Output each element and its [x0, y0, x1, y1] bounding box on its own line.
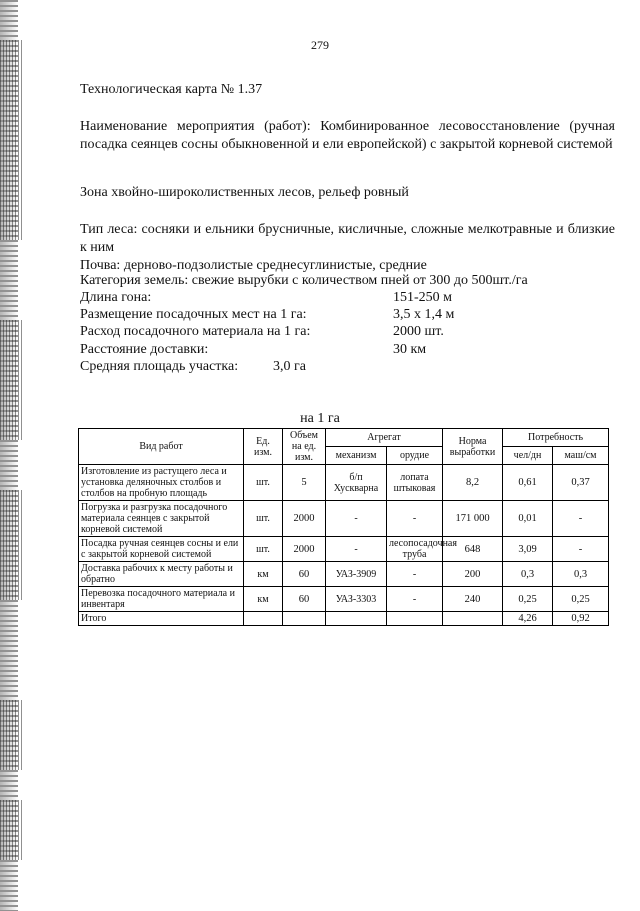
cell-unit: шт.	[244, 537, 283, 562]
cell-tool: лесопосадочная труба	[387, 537, 443, 562]
cell-machine-shifts: 0,25	[553, 587, 609, 612]
empty-cell	[326, 612, 387, 626]
cell-volume: 2000	[283, 537, 326, 562]
page-number: 279	[311, 38, 329, 52]
cell-mechanism: б/п Хускварна	[326, 465, 387, 501]
cell-tool: лопата штыковая	[387, 465, 443, 501]
param-value: 151-250 м	[393, 290, 453, 305]
cell-norm: 171 000	[443, 501, 503, 537]
header-tool: орудие	[387, 447, 443, 465]
cell-man-days: 0,01	[503, 501, 553, 537]
cell-machine-shifts: 0,37	[553, 465, 609, 501]
cell-volume: 2000	[283, 501, 326, 537]
scan-edge-artifact	[0, 800, 22, 860]
cell-tool: -	[387, 501, 443, 537]
table-row	[79, 465, 609, 501]
soil-type: Почва: дерново-подзолистые среднесуглинистые, средние	[80, 258, 427, 273]
table-row	[79, 537, 609, 562]
document-title: Технологическая карта № 1.37	[80, 82, 263, 97]
empty-cell	[387, 612, 443, 626]
table-header-row	[79, 429, 609, 447]
per-hectare-caption: на 1 га	[300, 411, 340, 426]
cell-mechanism: УАЗ-3909	[326, 562, 387, 587]
average-area-label: Средняя площадь участка:	[80, 359, 239, 374]
header-unit: Ед. изм.	[244, 429, 283, 465]
cell-norm: 8,2	[443, 465, 503, 501]
cell-machine-shifts: -	[553, 501, 609, 537]
cell-machine-shifts: 0,3	[553, 562, 609, 587]
param-value: 2000 шт.	[393, 324, 444, 339]
header-mechanism: механизм	[326, 447, 387, 465]
header-need: Потребность	[503, 429, 609, 447]
cell-man-days: 0,3	[503, 562, 553, 587]
land-category: Категория земель: свежие вырубки с количеством пней от 300 до 500шт./га	[80, 273, 528, 288]
activity-description: Наименование мероприятия (работ): Комбинированное лесовосстановление (ручная посадка сеянцев сосны обыкновенной и ели европейской) с закрытой корневой системой	[80, 119, 615, 152]
cell-norm: 240	[443, 587, 503, 612]
param-label: Расход посадочного материала на 1 га:	[80, 324, 311, 339]
cell-man-days: 0,25	[503, 587, 553, 612]
cell-man-days: 0,61	[503, 465, 553, 501]
cell-mechanism: -	[326, 501, 387, 537]
total-label: Итого	[79, 612, 244, 626]
cell-volume: 60	[283, 562, 326, 587]
average-area-value: 3,0 га	[273, 359, 306, 374]
cell-work: Посадка ручная сеянцев сосны и ели с закрытой корневой системой	[79, 537, 244, 562]
table-row	[79, 562, 609, 587]
cell-man-days: 3,09	[503, 537, 553, 562]
cell-work: Перевозка посадочного материала и инвентаря	[79, 587, 244, 612]
header-unit-group: Агрегат	[326, 429, 443, 447]
scan-edge-artifact	[0, 700, 22, 770]
header-volume: Объем на ед. изм.	[283, 429, 326, 465]
forest-zone: Зона хвойно-широколиственных лесов, рельеф ровный	[80, 185, 409, 200]
cell-mechanism: -	[326, 537, 387, 562]
cell-machine-shifts: -	[553, 537, 609, 562]
total-man-days: 4,26	[503, 612, 553, 626]
header-man-days: чел/дн	[503, 447, 553, 465]
param-label: Расстояние доставки:	[80, 342, 209, 357]
cell-unit: км	[244, 587, 283, 612]
header-work-type: Вид работ	[79, 429, 244, 465]
cell-unit: км	[244, 562, 283, 587]
cell-work: Погрузка и разгрузка посадочного материала сеянцев с закрытой корневой системой	[79, 501, 244, 537]
empty-cell	[283, 612, 326, 626]
cell-volume: 60	[283, 587, 326, 612]
total-machine-shifts: 0,92	[553, 612, 609, 626]
table-total-row	[79, 612, 609, 626]
cell-unit: шт.	[244, 465, 283, 501]
work-table	[78, 428, 609, 626]
table-row	[79, 587, 609, 612]
cell-tool: -	[387, 587, 443, 612]
cell-tool: -	[387, 562, 443, 587]
scan-edge-artifact	[0, 40, 22, 240]
table-row	[79, 501, 609, 537]
header-machine-shifts: маш/см	[553, 447, 609, 465]
cell-norm: 648	[443, 537, 503, 562]
param-label: Размещение посадочных мест на 1 га:	[80, 307, 307, 322]
param-value: 3,5 х 1,4 м	[393, 307, 455, 322]
scan-edge-artifact	[0, 490, 22, 600]
cell-norm: 200	[443, 562, 503, 587]
empty-cell	[443, 612, 503, 626]
header-norm: Норма выработки	[443, 429, 503, 465]
cell-work: Доставка рабочих к месту работы и обратно	[79, 562, 244, 587]
param-value: 30 км	[393, 342, 427, 357]
cell-mechanism: УАЗ-3303	[326, 587, 387, 612]
param-label: Длина гона:	[80, 290, 152, 305]
cell-work: Изготовление из растущего леса и установка деляночных столбов и столбов на пробную площадь	[79, 465, 244, 501]
cell-volume: 5	[283, 465, 326, 501]
cell-unit: шт.	[244, 501, 283, 537]
forest-type: Тип леса: сосняки и ельники брусничные, кисличные, сложные мелкотравные и близкие к ним	[80, 222, 615, 255]
empty-cell	[244, 612, 283, 626]
